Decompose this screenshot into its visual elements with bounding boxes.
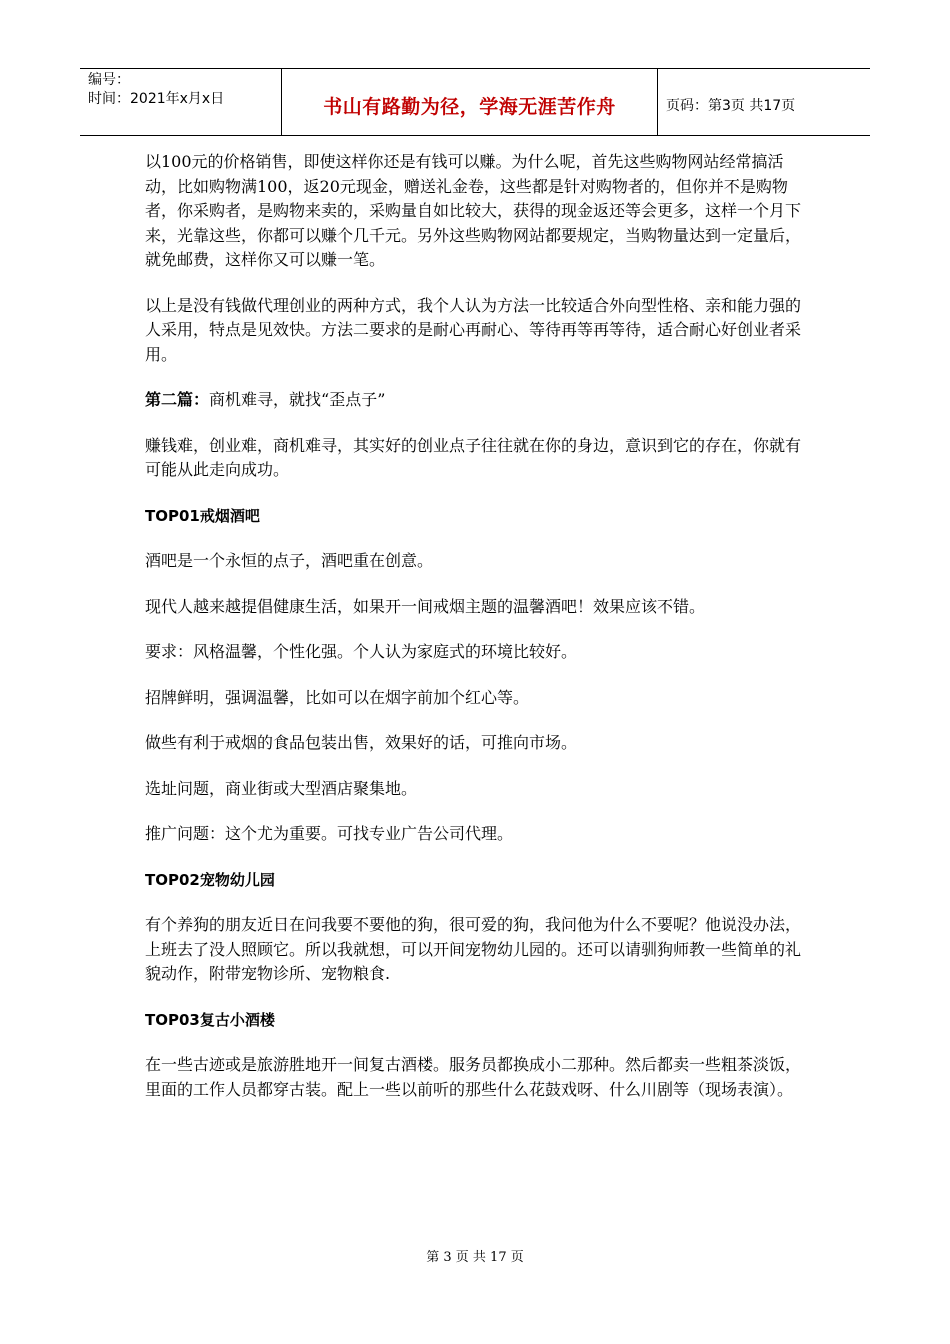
paragraph: 要求：风格温馨，个性化强。个人认为家庭式的环境比较好。 — [145, 642, 578, 661]
paragraph: 在一些古迹或是旅游胜地开一间复古酒楼。服务员都换成小二那种。然后都卖一些粗茶淡饭，里面的工作人员都穿古装。配上一些以前听的那些什么花鼓戏呀、什么川剧等（现场表演）。 — [145, 1055, 802, 1099]
paragraph: 选址问题，商业街或大型酒店聚集地。 — [145, 778, 418, 798]
section-title — [145, 388, 810, 413]
paragraph: 做些有利于戒烟的食品包装出售，效果好的话，可推向市场。 — [145, 733, 578, 752]
page-footer: 第 3 页 共 17 页 — [426, 1250, 524, 1265]
page-header — [80, 68, 870, 136]
paragraph: 以上是没有钱做代理创业的两种方式，我个人认为方法一比较适合外向型性格、亲和能力强的人采用，特点是见效快。方法二要求的是耐心再耐心、等待再等再等待，适合耐心好创业者采用。 — [145, 295, 802, 364]
subheading-top02: TOP02宠物幼儿园 — [145, 870, 275, 889]
header-meta — [80, 69, 282, 135]
header-time-label: 时间：2021年x月x日 — [88, 91, 225, 107]
header-number-label: 编号： — [88, 72, 130, 88]
subheading-top01: TOP01戒烟酒吧 — [145, 506, 260, 525]
paragraph: 有个养狗的朋友近日在问我要不要他的狗，很可爱的狗，我问他为什么不要呢？他说没办法，上班去了没人照顾它。所以我就想，可以开间宠物幼儿园的。还可以请驯狗师教一些简单的礼貌动作，附带宠物诊所、宠物粮食. — [145, 915, 802, 983]
paragraph: 酒吧是一个永恒的点子，酒吧重在创意。 — [145, 551, 434, 570]
header-page-info: 页码：第3页 共17页 — [666, 98, 796, 114]
paragraph: 招牌鲜明，强调温馨，比如可以在烟字前加个红心等。 — [145, 687, 530, 707]
paragraph: 赚钱难，创业难，商机难寻，其实好的创业点子往往就在你的身边，意识到它的存在，你就有可能从此走向成功。 — [145, 435, 802, 479]
document-body — [145, 150, 810, 1123]
section-title-text: 商机难寻，就找“歪点子” — [209, 390, 386, 409]
subheading-top03: TOP03复古小酒楼 — [145, 1010, 275, 1029]
section-title-lead: 第二篇： — [145, 390, 210, 409]
header-motto: 书山有路勤为径，学海无涯苦作舟 — [282, 69, 658, 135]
paragraph: 以100元的价格销售，即使这样你还是有钱可以赚。为什么呢，首先这些购物网站经常搞活动，比如购物满100，返20元现金，赠送礼金卷，这些都是针对购物者的，但你并不是购物者，你采购者，是购物来卖的，采购量自如比较大，获得的现金返还等会更多，这样一个月下来，光靠这些，你都可以赚个几千元。另外这些购物网站都要规定，当购物量达到一定量后，就免邮费，这样你又可以赚一笔。 — [145, 152, 802, 269]
paragraph: 现代人越来越提倡健康生活，如果开一间戒烟主题的温馨酒吧！效果应该不错。 — [145, 596, 706, 616]
paragraph: 推广问题：这个尤为重要。可找专业广告公司代理。 — [145, 824, 514, 843]
